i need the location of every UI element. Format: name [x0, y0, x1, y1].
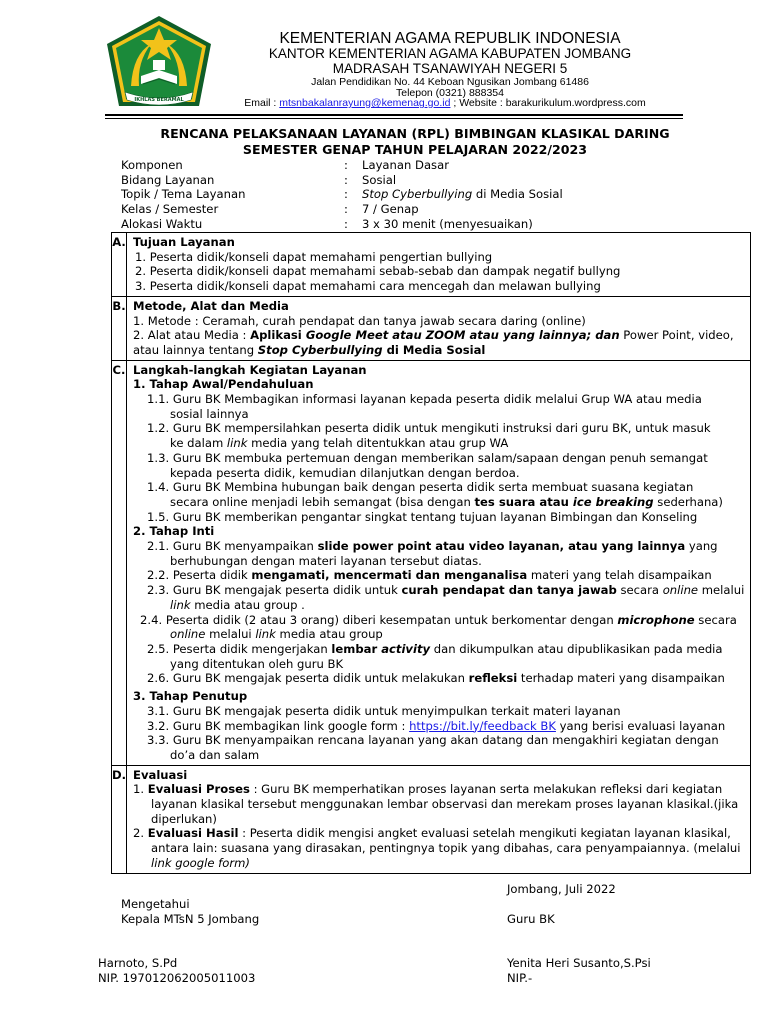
section-b-body	[127, 296, 751, 360]
text-span: tes suara atau	[474, 494, 573, 509]
step-item: 1.2. Guru BK mempersilahkan peserta didik untuk mengikuti instruksi dari guru BK, untuk masuk	[147, 421, 711, 436]
document-subtitle: SEMESTER GENAP TAHUN PELAJARAN 2022/2023	[242, 142, 588, 157]
signature-principal-nip: NIP. 197012062005011003	[98, 971, 256, 985]
signature-counselor-name: Yenita Heri Susanto,S.Psi	[507, 956, 651, 970]
feedback-form-link[interactable]: https://bit.ly/feedback BK	[409, 718, 556, 733]
text-span: refleksi	[468, 671, 518, 686]
meta-label: Komponen	[121, 158, 183, 172]
meta-label: Alokasi Waktu	[121, 216, 203, 231]
meta-row-bidang	[121, 173, 721, 188]
step-item-cont: berhubungan dengan materi layanan tersebut diatas.	[170, 553, 482, 568]
step-item	[133, 568, 744, 583]
meta-value: 7 / Genap	[362, 202, 419, 217]
text-span: 2.4. Peserta didik (2 atau 3 orang) diberi kesempatan untuk berkomentar dengan	[140, 612, 618, 627]
text-span: Stop Cyberbullying	[257, 342, 383, 357]
text-span: melalui	[205, 627, 256, 642]
document-title: RENCANA PELAKSANAAN LAYANAN (RPL) BIMBINGAN KLASIKAL DARING	[160, 126, 670, 141]
step-item: 1.3. Guru BK membuka pertemuan dengan memberikan salam/sapaan dengan penuh semangat	[147, 450, 708, 465]
section-number: B.	[112, 296, 127, 360]
phase-title: 2. Tahap Inti	[133, 524, 215, 539]
header-divider-thick	[105, 114, 683, 116]
step-item	[133, 613, 744, 628]
contact-line	[215, 97, 675, 109]
office-name: KANTOR KEMENTERIAN AGAMA KABUPATEN JOMBANG	[268, 46, 632, 61]
text-span: link	[226, 436, 248, 451]
step-item: 1.5. Guru BK memberikan pengantar singkat tentang tujuan layanan Bimbingan dan Konseling	[147, 509, 698, 524]
text-span: secara	[616, 583, 663, 598]
text-span: link	[255, 627, 276, 642]
meta-colon: :	[344, 202, 348, 217]
logo-motto: IKHLAS BERAMAL	[134, 97, 184, 103]
text-span: 2.2. Peserta didik	[147, 568, 252, 583]
text-span: 2.3. Guru BK mengajak peserta didik untuk	[147, 583, 402, 598]
text-span: ke dalam	[170, 436, 227, 451]
section-c-row	[112, 360, 751, 765]
signature-principal-title: Kepala MTsN 5 Jombang	[121, 912, 260, 926]
text-span: Aplikasi	[250, 328, 306, 343]
step-item-cont	[133, 495, 744, 510]
list-item: 1. Metode : Ceramah, curah pendapat dan tanya jawab secara daring (online)	[133, 313, 586, 328]
meta-label: Bidang Layanan	[121, 172, 215, 187]
step-item: 3.3. Guru BK menyampaikan rencana layanan yang akan datang dan mengakhiri kegiatan dengan	[147, 733, 719, 748]
text-span: curah pendapat dan tanya jawab	[401, 583, 617, 598]
text-span: Power Point, video,	[619, 328, 734, 343]
text-span: media yang telah ditentukkan atau grup WA	[247, 436, 509, 451]
text-span: 2. Alat atau Media :	[133, 328, 251, 343]
section-title: Tujuan Layanan	[133, 235, 235, 249]
website-text: ; Website : barakurikulum.wordpress.com	[450, 97, 646, 109]
eval-item-cont: diperlukan)	[151, 811, 217, 826]
text-span: materi yang telah disampaikan	[527, 568, 712, 583]
text-span: di Media Sosial	[382, 342, 486, 357]
text-span: : Peserta didik mengisi angket evaluasi setelah mengikuti kegiatan layanan klasikal,	[238, 826, 731, 841]
step-item-cont	[133, 436, 744, 451]
text-span: mengamati, mencermati dan menganalisa	[251, 568, 528, 583]
text-span: online	[662, 583, 699, 598]
ministry-name: KEMENTERIAN AGAMA REPUBLIK INDONESIA	[279, 30, 621, 47]
meta-label: Topik / Tema Layanan	[121, 187, 246, 202]
eval-item-cont: layanan klasikal tersebut menggunakan lembar observasi dan merekam proses layanan klasikal.(jika	[151, 797, 739, 812]
text-span: ice breaking	[572, 494, 654, 509]
step-item: 3.1. Guru BK mengajak peserta didik untuk menyimpulkan terkait materi layanan	[147, 703, 621, 718]
text-span: 3.2. Guru BK membagikan link google form :	[147, 718, 410, 733]
list-item: 2. Peserta didik/konseli dapat memahami sebab-sebab dan dampak negatif bullyng	[135, 264, 621, 279]
text-span: slide power point atau video layanan, atau yang lainnya	[317, 539, 686, 554]
step-item	[133, 583, 744, 598]
step-item-cont: yang ditentukan oleh guru BK	[170, 656, 344, 671]
text-span: 2.5. Peserta didik mengerjakan	[147, 641, 332, 656]
school-name: MADRASAH TSANAWIYAH NEGERI 5	[332, 61, 568, 76]
text-span: melalui	[698, 583, 745, 598]
meta-value: Sosial	[362, 172, 397, 187]
text-span: Google Meet atau ZOOM atau yang lainnya; dan	[305, 328, 620, 343]
step-item-cont: do’a dan salam	[170, 747, 260, 762]
text-span: secara online menjadi lebih semangat (bisa dengan	[170, 494, 475, 509]
section-a-body	[127, 233, 751, 297]
section-d-body	[127, 765, 751, 873]
step-item-cont	[133, 627, 744, 642]
header-divider-thin	[105, 118, 683, 119]
list-item	[133, 328, 744, 343]
text-span: yang	[685, 539, 718, 554]
section-title: Langkah-langkah Kegiatan Layanan	[133, 362, 367, 377]
text-span: lembar	[331, 641, 382, 656]
text-span: secara	[694, 612, 737, 627]
meta-row-kelas	[121, 202, 721, 217]
step-item-cont: kepada peserta didik, kemudian dilanjutkan dengan berdoa.	[170, 465, 520, 480]
step-item	[133, 719, 744, 734]
meta-label: Kelas / Semester	[121, 202, 219, 217]
meta-value	[362, 187, 563, 202]
signature-counselor-nip: NIP.-	[507, 971, 533, 985]
email-label: Email :	[244, 97, 277, 109]
text-span: media atau group	[275, 627, 383, 642]
meta-colon: :	[344, 172, 348, 187]
step-item: 1.4. Guru BK Membina hubungan baik dengan peserta didik serta membuat suasana kegiatan	[147, 480, 694, 495]
section-number: A.	[112, 233, 127, 297]
section-title: Evaluasi	[133, 767, 188, 782]
eval-item-cont: link google form)	[151, 855, 250, 870]
text-span: online	[170, 627, 206, 642]
section-a-row	[112, 233, 751, 297]
text-span: 1.	[133, 782, 148, 797]
step-item	[133, 539, 744, 554]
text-span: terhadap materi yang disampaikan	[517, 671, 725, 686]
meta-colon: :	[344, 158, 348, 172]
step-item: 1.1. Guru BK Membagikan informasi layanan kepada peserta didik melalui Grup WA atau media	[147, 392, 702, 407]
school-address: Jalan Pendidikan No. 44 Keboan Ngusikan Jombang 61486	[311, 76, 589, 88]
list-item: 1. Peserta didik/konseli dapat memahami pengertian bullying	[135, 249, 493, 264]
section-d-row	[112, 765, 751, 873]
step-item	[133, 671, 744, 686]
kemenag-logo	[103, 14, 215, 118]
step-item-cont: sosial lainnya	[170, 406, 249, 421]
text-span: dan dikumpulkan atau dipublikasikan pada media	[430, 641, 723, 656]
step-item-cont	[133, 598, 744, 613]
step-item	[133, 642, 744, 657]
section-number: C.	[112, 360, 127, 765]
meta-row-komponen	[121, 158, 721, 173]
topic-italic: Stop Cyberbullying	[362, 187, 473, 202]
section-b-row	[112, 296, 751, 360]
text-span: media atau group .	[190, 597, 305, 612]
text-span: microphone	[617, 612, 695, 627]
text-span: Evaluasi Proses	[147, 782, 250, 797]
text-span: Evaluasi Hasil	[147, 826, 239, 841]
text-span: 2.6. Guru BK mengajak peserta didik untuk melakukan	[147, 671, 469, 686]
meta-row-topik	[121, 187, 721, 202]
text-span: : Guru BK memperhatikan proses layanan serta melakukan refleksi dari kegiatan	[249, 782, 723, 797]
school-phone: Telepon (0321) 888354	[395, 87, 504, 99]
text-span: atau lainnya tentang	[133, 342, 258, 357]
signature-principal-name: Harnoto, S.Pd	[98, 956, 178, 970]
meta-value: Layanan Dasar	[362, 158, 449, 172]
section-c-body	[127, 360, 751, 765]
email-link[interactable]: mtsnbakalanrayung@kemenag.go.id	[279, 97, 451, 109]
meta-colon: :	[344, 187, 348, 202]
meta-value: 3 x 30 menit (menyesuaikan)	[362, 216, 533, 231]
rpl-table	[111, 232, 751, 874]
text-span: link	[170, 597, 191, 612]
text-span: 2.	[133, 826, 148, 841]
topic-rest: di Media Sosial	[472, 187, 563, 202]
eval-item-cont: antara lain: suasana yang dirasakan, pentingnya topik yang dibahas, cara penyampaiannya. (melalui	[151, 841, 741, 856]
text-span: activity	[381, 641, 431, 656]
phase-title: 3. Tahap Penutup	[133, 689, 248, 704]
meta-row-alokasi	[121, 217, 721, 232]
meta-colon: :	[344, 216, 348, 231]
meta-info	[121, 158, 721, 231]
text-span: yang berisi evaluasi layanan	[555, 718, 726, 733]
phase-title: 1. Tahap Awal/Pendahuluan	[133, 377, 314, 392]
section-number: D.	[112, 765, 127, 873]
text-span: 2.1. Guru BK menyampaikan	[147, 539, 318, 554]
list-item-cont	[133, 343, 744, 358]
list-item: 3. Peserta didik/konseli dapat memahami cara mencegah dan melawan bullying	[135, 279, 601, 294]
section-title: Metode, Alat dan Media	[133, 298, 289, 313]
signature-counselor-title: Guru BK	[507, 912, 555, 926]
signature-mengetahui: Mengetahui	[121, 897, 190, 911]
eval-item	[133, 826, 744, 841]
signature-date: Jombang, Juli 2022	[507, 882, 616, 896]
eval-item	[133, 782, 744, 797]
text-span: sederhana)	[653, 494, 723, 509]
